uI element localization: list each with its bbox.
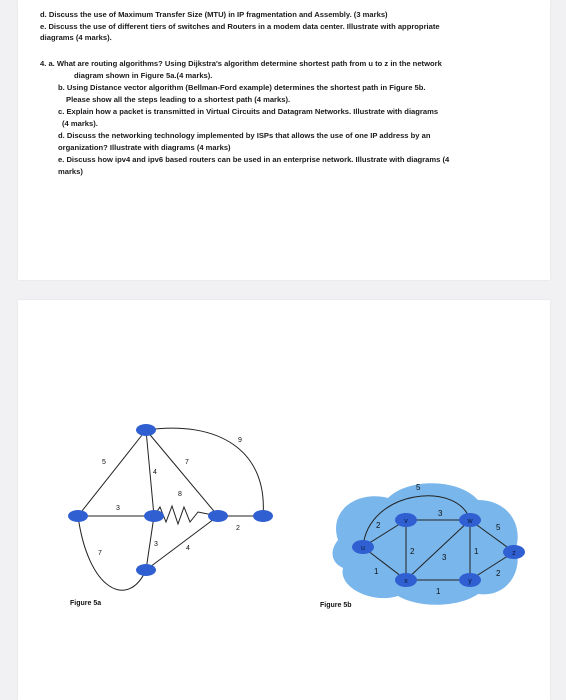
edge-left-bottom [78,516,146,590]
question-4d: d. Discuss the networking technology implemented by ISPs that allows the use of one IP address by an [58,131,431,140]
question-4c: c. Explain how a packet is transmitted in Virtual Circuits and Datagram Networks. Illustrate with diagrams [58,107,439,116]
weight-right-pair: 2 [236,525,240,532]
weight-top-far: 9 [238,437,242,444]
weight-w-y: 1 [474,547,479,556]
weight-mid-bottom: 3 [154,541,158,548]
weight-left-mid: 3 [116,505,120,512]
cutoff-text-line [108,0,428,3]
question-3d: d. Discuss the use of Maximum Transfer Size (MTU) in IP fragmentation and Assembly. (3 marks) [40,10,388,19]
weight-v-x: 2 [410,547,415,556]
question-4c-cont: (4 marks). [62,119,98,128]
weight-left-top: 5 [102,459,106,466]
node-5a-far [253,510,273,522]
question-4b: b. Using Distance vector algorithm (Bellman-Ford example) determines the shortest path in Figure 5b. [58,83,426,92]
weight-x-w: 3 [442,553,447,562]
weight-u-w: 5 [416,483,421,492]
weight-bottom-right: 4 [186,545,190,552]
weight-u-x: 1 [374,567,379,576]
edge-mid-bottom [146,516,154,570]
weight-top-mid: 4 [153,469,157,476]
weight-u-v: 2 [376,521,381,530]
figure-5a-caption: Figure 5a [70,600,102,607]
edge-left-top [78,430,146,516]
node-5a-left [68,510,88,522]
weight-x-y: 1 [436,587,441,596]
label-z: z [512,550,516,557]
weight-w-z: 5 [496,523,501,532]
label-x: x [404,578,408,585]
node-5a-right [208,510,228,522]
weight-top-right: 7 [185,459,189,466]
document-page-figures [18,300,550,700]
question-4b-cont: Please show all the steps leading to a shortest path (4 marks). [66,95,291,104]
figure-5b-caption: Figure 5b [320,602,352,609]
question-4d-cont: organization? Illustrate with diagrams (4 marks) [58,143,231,152]
node-5a-top [136,424,156,436]
label-u: u [361,545,365,552]
label-v: v [404,518,408,525]
weight-left-bottom: 7 [98,550,102,557]
edge-top-far [146,428,263,516]
question-4a-cont: diagram shown in Figure 5a.(4 marks). [74,71,213,80]
label-y: y [468,578,472,585]
question-4e-cont: marks) [58,167,83,176]
weight-zigzag: 8 [178,491,182,498]
label-w: w [467,518,473,525]
weight-v-w: 3 [438,509,443,518]
node-5a-bottom [136,564,156,576]
node-5a-mid [144,510,164,522]
weight-y-z: 2 [496,569,501,578]
question-4a: 4. a. What are routing algorithms? Using Dijkstra's algorithm determine shortest path from u to z in the network [40,59,442,68]
question-3e: e. Discuss the use of different tiers of switches and Routers in a modem data center. Illustrate with appropriate [40,22,440,31]
figure-5b-graph [318,470,528,610]
figure-5a-graph [58,410,298,610]
question-4e: e. Discuss how ipv4 and ipv6 based routers can be used in an enterprise network. Illustrate with diagrams (4 [58,155,450,164]
document-page-top [18,0,550,280]
question-3e-cont: diagrams (4 marks). [40,33,112,42]
